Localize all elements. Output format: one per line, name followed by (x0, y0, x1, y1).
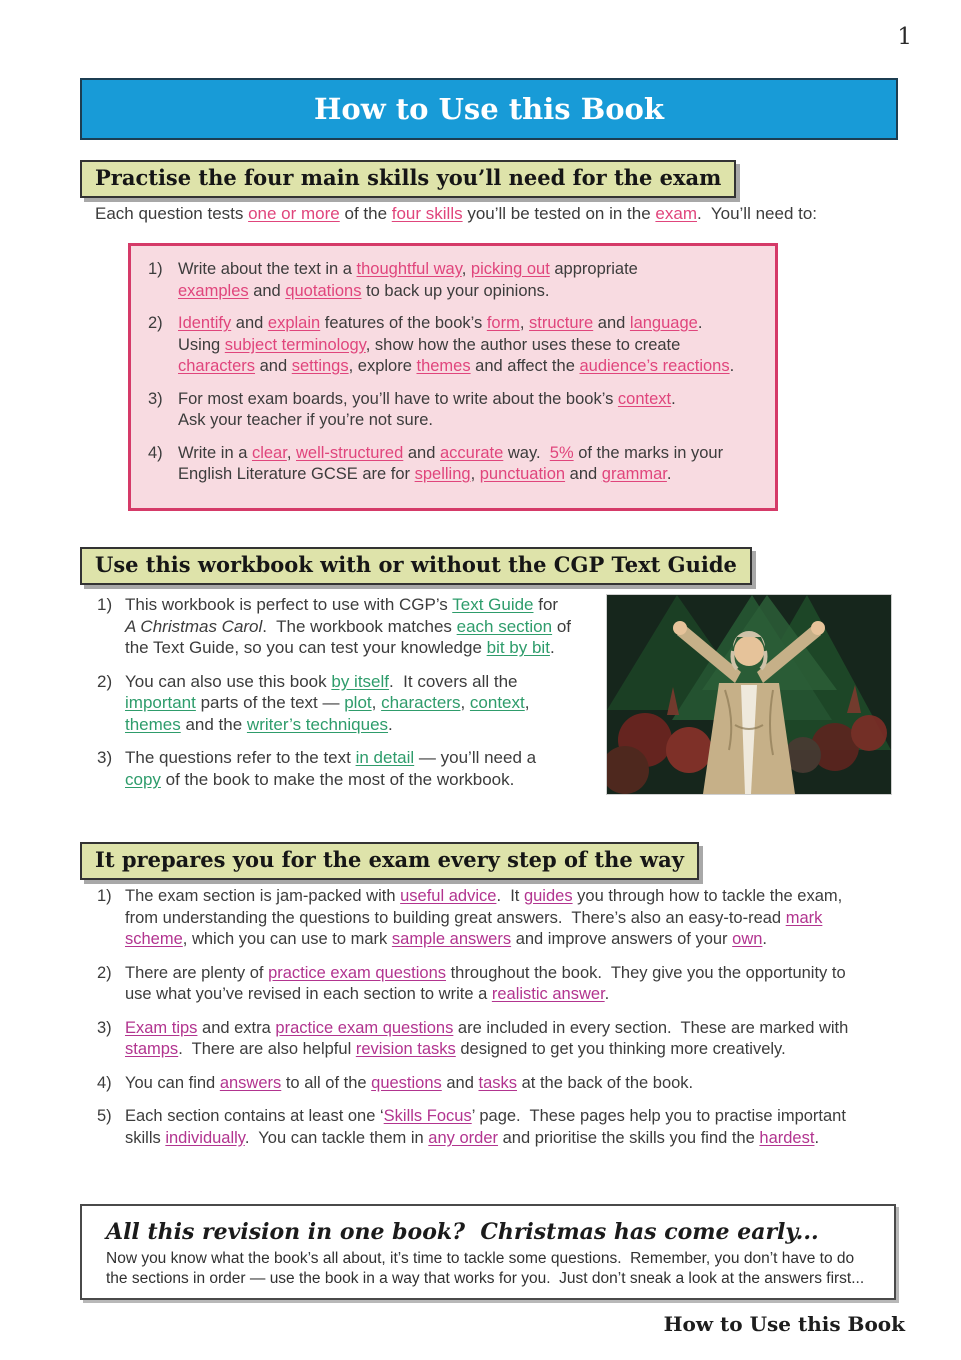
text-span: The exam section is jam-packed with (125, 887, 401, 905)
text-link[interactable]: thoughtful way (356, 260, 462, 278)
text-link[interactable]: grammar (601, 465, 667, 483)
item-number: 4) (97, 1073, 112, 1092)
text-span: Now you know what the book’s all about, it’s time to tackle some questions. Remember, you don’t have to do (106, 1250, 855, 1267)
text-span: at the back of the book. (517, 1073, 694, 1092)
text-link[interactable]: one or more (248, 204, 340, 223)
outro-body (106, 1249, 870, 1289)
text-link[interactable]: stamps (125, 1040, 179, 1058)
text-link[interactable]: quotations (285, 281, 362, 300)
text-span: the sections in order — use the book in a way that works for you. Just don’t sneak a look at the answers first... (106, 1270, 865, 1287)
text-span: of the marks in your (573, 443, 724, 462)
item-text (178, 443, 723, 486)
text-link[interactable]: own (732, 930, 763, 948)
list-item (97, 1018, 902, 1061)
item-text (178, 313, 734, 378)
text-span: and extra (197, 1018, 276, 1037)
text-link[interactable]: context (469, 693, 525, 712)
text-span: . (666, 465, 672, 483)
list-item (97, 594, 597, 659)
text-span: you through how to tackle the exam, (572, 887, 843, 905)
text-span: A Christmas Carol (125, 616, 263, 636)
text-span: you’ll be tested on in the (462, 204, 656, 223)
text-span: for (533, 595, 559, 614)
text-link[interactable]: structure (529, 314, 594, 332)
text-span: of the (339, 204, 392, 223)
text-span: and (593, 314, 630, 332)
text-span: to back up your opinions. (361, 281, 550, 300)
text-span: of (552, 616, 571, 636)
list-item (97, 1106, 902, 1149)
text-span: parts of the text — (195, 693, 345, 712)
text-link[interactable]: Skills Focus (383, 1107, 472, 1125)
text-link[interactable]: exam (655, 204, 697, 223)
text-link[interactable]: practice exam questions (268, 963, 447, 982)
list-item (97, 963, 902, 1006)
text-link[interactable]: any order (428, 1128, 499, 1147)
text-span: of the book to make the most of the workbook. (160, 769, 515, 789)
text-span: . You’ll need to: (696, 204, 818, 223)
text-span: There are plenty of (125, 963, 269, 982)
item-text (125, 594, 571, 659)
text-span: . It covers all the (389, 671, 518, 691)
text-span: , (286, 443, 296, 462)
text-span: and (255, 357, 292, 375)
text-span: . (388, 714, 393, 734)
item-number: 2) (97, 963, 112, 982)
text-link[interactable]: scheme (125, 930, 183, 948)
text-span: The questions refer to the text (125, 748, 356, 767)
text-link[interactable]: themes (125, 714, 181, 734)
text-span: from understanding the questions to building great answers. There’s also an easy-to-read (125, 908, 786, 927)
text-link[interactable]: clear (251, 443, 287, 462)
text-link[interactable]: form (486, 314, 520, 332)
text-link[interactable]: well-structured (296, 443, 404, 462)
text-span: and (248, 281, 286, 300)
text-span: Each section contains at least one ‘ (125, 1107, 384, 1125)
text-link[interactable]: characters (381, 693, 461, 712)
item-number: 4) (148, 443, 163, 462)
workbook-list (97, 594, 597, 802)
text-link[interactable]: themes (416, 357, 471, 375)
text-link[interactable]: Text Guide (452, 595, 534, 614)
text-span: , (461, 260, 471, 278)
text-link[interactable]: examples (178, 281, 249, 300)
item-number: 5) (97, 1107, 112, 1125)
item-number: 3) (148, 389, 163, 408)
text-span: . The workbook matches (262, 616, 457, 636)
page-title: How to Use this Book (313, 92, 664, 126)
text-span: use what you’ve revised in each section to write a (125, 985, 492, 1003)
text-span: the Text Guide, so you can test your knowledge (125, 638, 487, 657)
text-link[interactable]: questions (371, 1073, 442, 1092)
text-link[interactable]: each section (456, 616, 553, 636)
list-item (97, 747, 597, 790)
text-span: , explore (348, 357, 417, 375)
outro-box (80, 1204, 896, 1300)
text-span: designed to get you thinking more creatively. (455, 1040, 786, 1058)
skills-intro-paragraph (95, 203, 895, 225)
text-span: Write in a (178, 443, 252, 462)
list-item (97, 671, 597, 736)
list-item (97, 886, 902, 951)
item-number: 2) (97, 671, 113, 691)
text-span: and improve answers of your (511, 930, 733, 948)
item-text (125, 886, 842, 951)
text-link[interactable]: in detail (355, 748, 415, 767)
text-link[interactable]: bit by bit (486, 638, 550, 657)
text-span: , (519, 314, 530, 332)
footer-title: How to Use this Book (663, 1312, 905, 1336)
item-text (125, 1073, 693, 1095)
item-text (125, 747, 536, 790)
text-link[interactable]: hardest (759, 1128, 815, 1147)
item-text (125, 671, 529, 736)
text-link[interactable]: important (125, 693, 196, 712)
text-span: and prioritise the skills you find the (498, 1128, 760, 1147)
text-span: You can find (125, 1073, 220, 1092)
text-link[interactable]: audience’s reactions (579, 357, 730, 375)
text-span: , show how the author uses these to create (365, 335, 681, 354)
item-text (178, 259, 638, 302)
list-item (148, 259, 757, 302)
text-span: appropriate (549, 260, 638, 278)
item-number: 1) (148, 260, 163, 278)
text-link[interactable]: language (629, 314, 698, 332)
text-span: . There are also helpful (178, 1040, 356, 1058)
text-span: . (762, 930, 768, 948)
item-number: 3) (97, 748, 113, 767)
text-span: and (565, 465, 602, 483)
text-span: . You can tackle them in (244, 1128, 429, 1147)
text-span: skills (125, 1128, 166, 1147)
text-span: Using (178, 335, 225, 354)
skills-box (128, 243, 778, 511)
text-span: Write about the text in a (178, 260, 357, 278)
text-link[interactable]: answers (219, 1073, 282, 1092)
text-span: English Literature GCSE are for (178, 465, 415, 483)
text-span: . It (496, 887, 524, 905)
section-heading-exam: It prepares you for the exam every step of the way (80, 842, 699, 880)
text-span: , (470, 465, 480, 483)
item-text (125, 963, 846, 1006)
text-span: , which you can use to mark (182, 930, 392, 948)
item-number: 1) (97, 887, 112, 905)
text-span: . (671, 389, 676, 408)
text-span: For most exam boards, you’ll have to write about the book’s (178, 389, 618, 408)
text-span: way. (503, 443, 550, 462)
exam-list (97, 886, 902, 1161)
item-text (125, 1106, 846, 1149)
text-link[interactable]: 5% (549, 443, 574, 462)
text-link[interactable]: Exam tips (125, 1018, 198, 1037)
text-span: — you’ll need a (414, 748, 537, 767)
text-link[interactable]: guides (523, 887, 573, 905)
text-span: You can also use this book (125, 671, 332, 691)
text-span: , (524, 693, 530, 712)
stage-photo-illustration (607, 595, 891, 794)
text-span: and affect the (470, 357, 580, 375)
text-span: ’ page. These pages help you to practise important (471, 1107, 846, 1125)
text-span: . (604, 985, 610, 1003)
text-span: . (697, 314, 703, 332)
text-span: Each question tests (95, 204, 249, 223)
page-number: 1 (897, 24, 912, 50)
text-span: Ask your teacher if you’re not sure. (178, 411, 433, 429)
text-link[interactable]: punctuation (479, 465, 566, 483)
text-link[interactable]: accurate (440, 443, 504, 462)
text-span: throughout the book. They give you the opportunity to (446, 963, 846, 982)
text-span: and (231, 314, 268, 332)
text-link[interactable]: explain (267, 314, 321, 332)
text-link[interactable]: revision tasks (355, 1040, 456, 1058)
text-link[interactable]: spelling (414, 465, 471, 483)
item-text (125, 1018, 848, 1061)
text-span: to all of the (281, 1073, 372, 1092)
section-heading-workbook: Use this workbook with or without the CGP Text Guide (80, 547, 752, 585)
text-span: and (441, 1073, 479, 1092)
list-item (148, 389, 757, 432)
item-number: 1) (97, 595, 113, 614)
text-link[interactable]: Identify (178, 314, 232, 332)
text-span: features of the book’s (320, 314, 487, 332)
text-link[interactable]: useful advice (400, 887, 497, 905)
scrooge-stage-photo (606, 594, 892, 795)
outro-title: All this revision in one book? Christmas has come early... (106, 1219, 819, 1245)
text-link[interactable]: individually (165, 1128, 245, 1147)
text-link[interactable]: plot (344, 693, 372, 712)
item-number: 3) (97, 1018, 112, 1037)
text-span: This workbook is perfect to use with CGP’s (125, 595, 453, 614)
item-text (178, 389, 676, 432)
text-link[interactable]: by itself (331, 671, 389, 691)
text-link[interactable]: context (617, 389, 672, 408)
text-span: . (549, 638, 555, 657)
text-link[interactable]: mark (785, 908, 823, 927)
text-link[interactable]: settings (291, 357, 349, 375)
text-link[interactable]: writer’s techniques (246, 714, 389, 734)
text-span: . (814, 1128, 820, 1147)
text-link[interactable]: characters (178, 357, 256, 375)
text-span: , (460, 693, 470, 712)
text-link[interactable]: picking out (470, 260, 550, 278)
item-number: 2) (148, 314, 163, 332)
text-span: and the (180, 714, 247, 734)
text-link[interactable]: four skills (391, 204, 463, 223)
title-banner (80, 78, 898, 140)
list-item (148, 443, 757, 486)
text-span: . (729, 357, 735, 375)
text-span: , (371, 693, 382, 712)
text-span: and (403, 443, 440, 462)
text-link[interactable]: subject terminology (224, 335, 366, 354)
list-item (97, 1073, 902, 1095)
text-link[interactable]: realistic answer (491, 985, 605, 1003)
text-link[interactable]: tasks (478, 1073, 518, 1092)
section-heading-skills: Practise the four main skills you’ll need for the exam (80, 160, 736, 198)
text-link[interactable]: copy (125, 769, 161, 789)
text-link[interactable]: practice exam questions (275, 1018, 454, 1037)
text-span: are included in every section. These are marked with (453, 1018, 849, 1037)
text-link[interactable]: sample answers (391, 930, 512, 948)
list-item (148, 313, 757, 378)
